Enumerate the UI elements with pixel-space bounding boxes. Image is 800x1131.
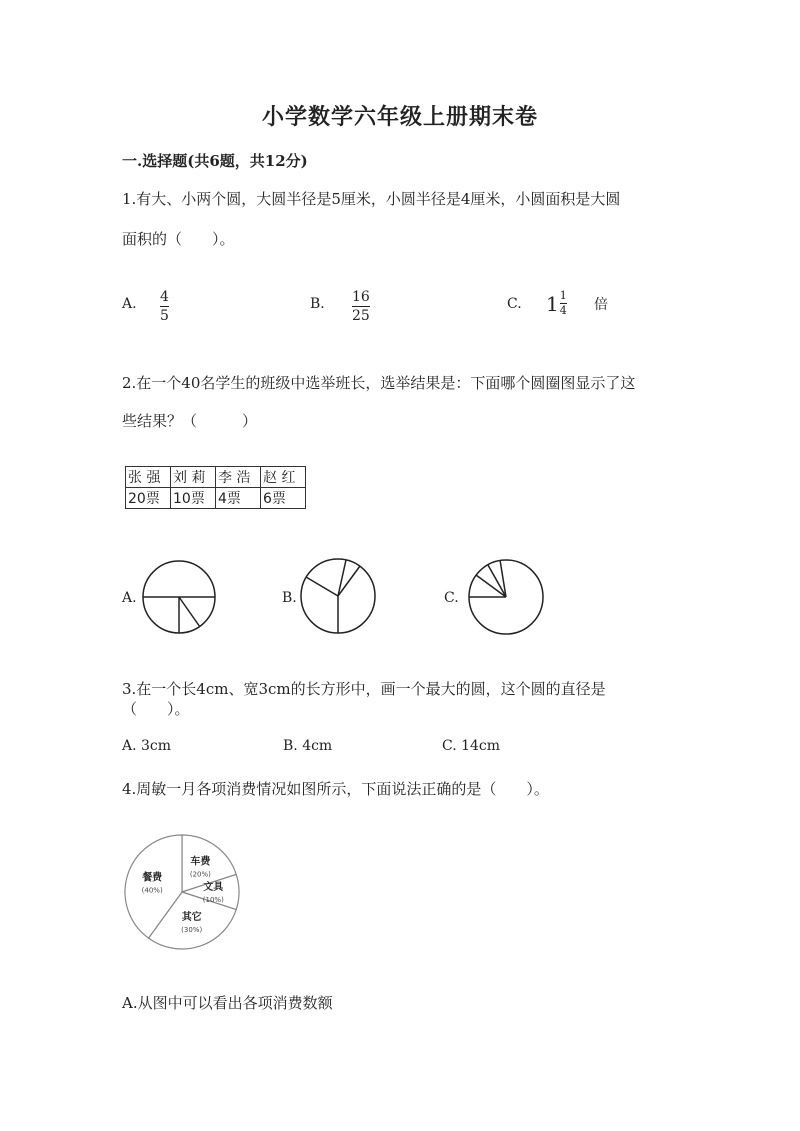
pie-slice-label: 餐费 (142, 872, 163, 884)
q1-option-b-denominator: 25 (352, 308, 370, 324)
q1-option-c-whole: 1 (546, 291, 559, 316)
pie-slice-label: 其它 (181, 911, 202, 923)
q1-text-line2: 面积的（ ）。 (122, 230, 235, 248)
table-cell-votes: 20票 (126, 488, 171, 509)
q1-option-c-suffix: 倍 (594, 297, 608, 313)
page-title: 小学数学六年级上册期末卷 (261, 104, 538, 130)
q1-option-a-denominator: 5 (160, 308, 169, 324)
q2-text-line2: 些结果？（ ） (122, 412, 258, 430)
divider-line (306, 577, 338, 596)
q2-option-b-label: B. (282, 590, 297, 606)
q3-option-b: B. 4cm (283, 738, 333, 754)
vote-results-table (125, 466, 306, 509)
table-cell-name: 张 强 (126, 467, 171, 488)
q1-option-b-label: B. (310, 296, 325, 312)
q4-text-line1: 4.周敏一月各项消费情况如图所示，下面说法正确的是（ ）。 (122, 780, 549, 798)
table-cell-name: 赵 红 (261, 467, 306, 488)
table-row (126, 488, 306, 509)
q1-option-a-numerator: 4 (160, 289, 169, 305)
divider-line (476, 575, 506, 597)
q3-option-c: C. 14cm (442, 738, 501, 754)
q2-option-b-circle-diagram (298, 556, 378, 636)
q4-pie-chart (120, 830, 245, 955)
pie-slice-percent: (20%) (189, 870, 211, 879)
q1-option-b-fraction (352, 289, 370, 324)
q1-option-b-numerator: 16 (352, 289, 370, 305)
pie-slice-label: 车费 (190, 856, 211, 868)
divider-line (179, 597, 200, 627)
q3-text-line2: （ ）。 (122, 700, 190, 718)
q2-text-line1: 2.在一个40名学生的班级中选举班长，选举结果是：下面哪个圆圈图显示了这 (122, 374, 636, 392)
table-cell-name: 李 浩 (216, 467, 261, 488)
section-heading: 一.选择题(共6题，共12分) (122, 152, 308, 170)
pie-slice-percent: (10%) (202, 896, 224, 904)
q2-option-c-circle-diagram (466, 558, 546, 638)
q1-text-line1: 1.有大、小两个圆，大圆半径是5厘米，小圆半径是4厘米，小圆面积是大圆 (122, 190, 621, 208)
table-cell-name: 刘 莉 (171, 467, 216, 488)
table-row (126, 467, 306, 488)
fraction-bar (160, 306, 169, 307)
q1-option-a-label: A. (122, 296, 137, 312)
q1-option-a-fraction (160, 289, 169, 324)
q2-option-a-circle-diagram (140, 558, 220, 638)
pie-slice-label: 文具 (203, 882, 224, 893)
table-cell-votes: 6票 (261, 488, 306, 509)
q1-option-c-numerator: 1 (559, 289, 567, 302)
pie-slice-percent: (40%) (141, 886, 163, 895)
q4-option-a: A.从图中可以看出各项消费数额 (122, 994, 333, 1012)
pie-slice-percent: (30%) (181, 925, 203, 934)
q1-option-c-mixed-number (546, 290, 567, 317)
q1-option-c-label: C. (507, 296, 522, 312)
q2-option-c-label: C. (444, 590, 459, 606)
table-cell-votes: 4票 (216, 488, 261, 509)
q2-option-a-label: A. (122, 590, 137, 606)
table-cell-votes: 10票 (171, 488, 216, 509)
q3-text-line1: 3.在一个长4cm、宽3cm的长方形中，画一个最大的圆，这个圆的直径是 (122, 680, 606, 698)
q3-option-a: A. 3cm (122, 738, 172, 754)
q1-option-c-denominator: 4 (559, 304, 567, 317)
fraction-bar (352, 306, 370, 307)
